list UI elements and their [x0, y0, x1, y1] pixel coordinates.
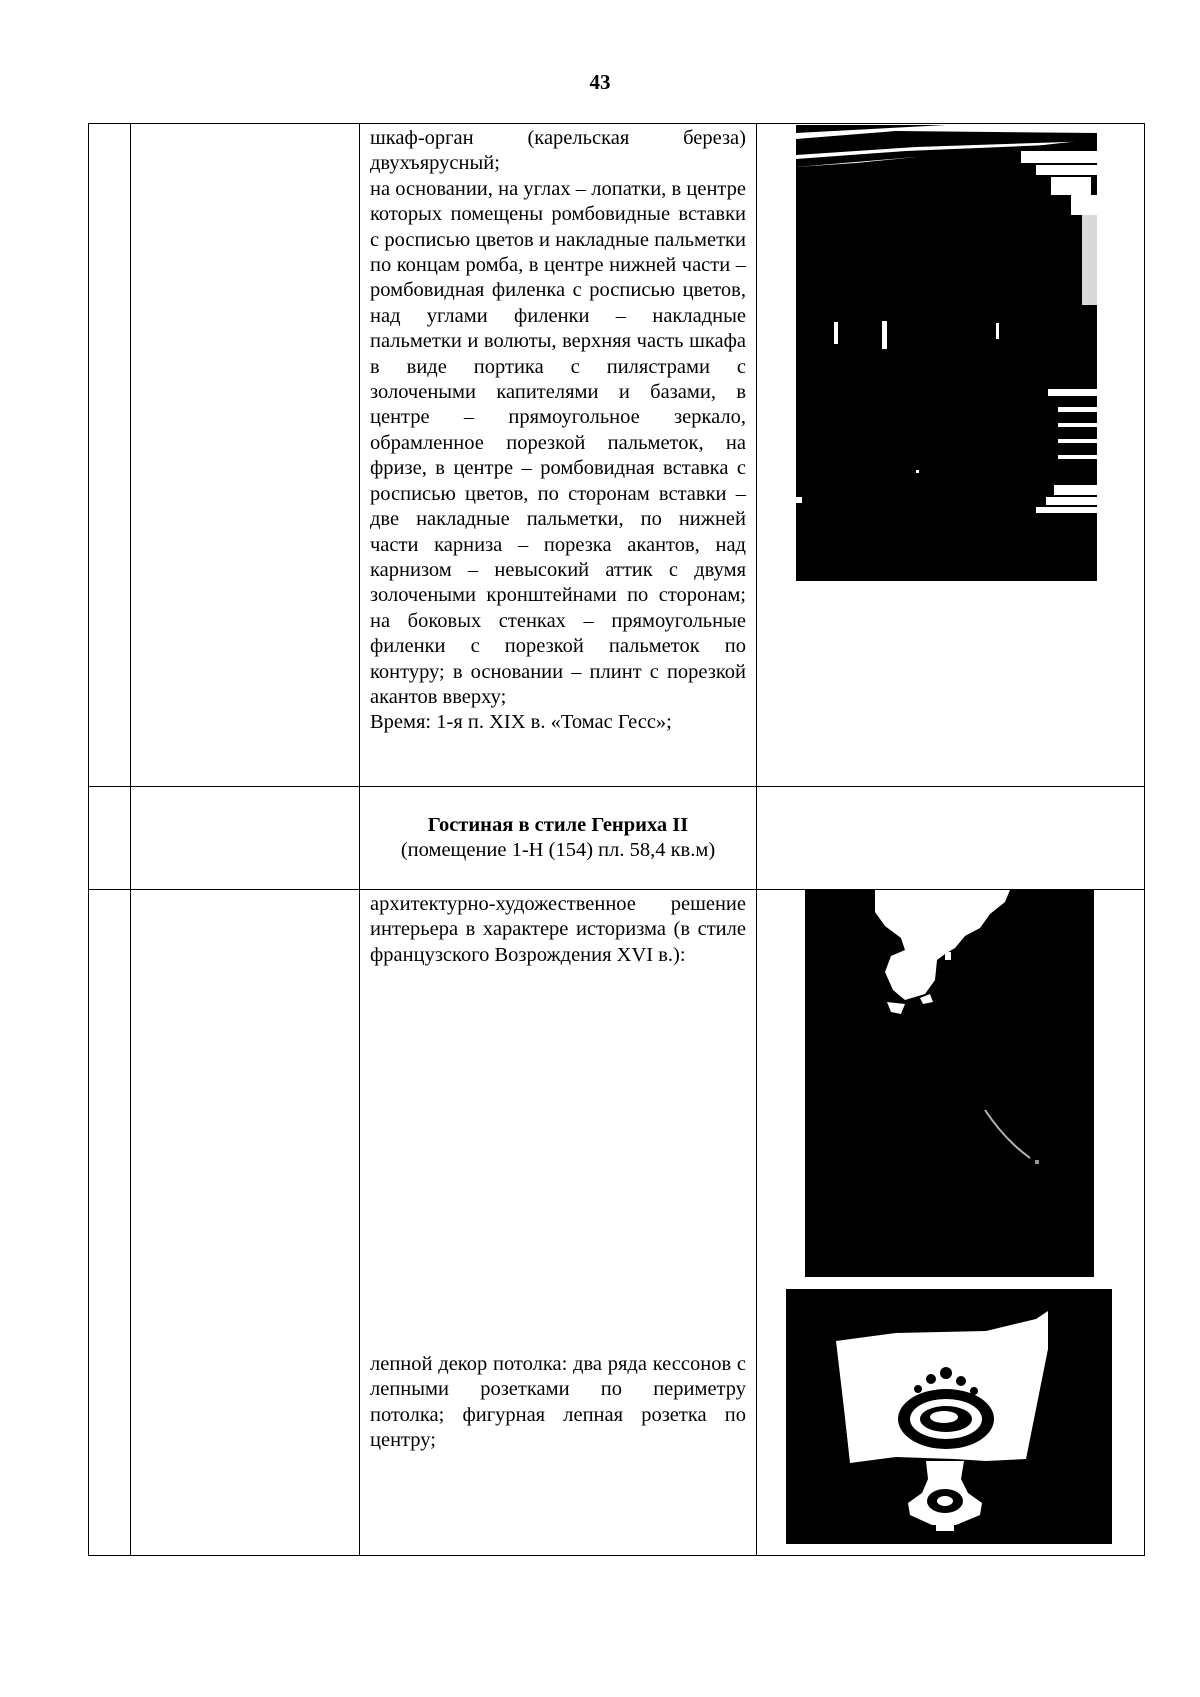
- number-cell: [89, 890, 131, 1556]
- section-title: Гостиная в стиле Генриха II: [427, 813, 689, 836]
- monument-subject-table: [88, 123, 1145, 1556]
- photo-cell: [757, 890, 1145, 1556]
- photo-cell: [757, 787, 1145, 890]
- description-paragraph: на основании, на углах – лопатки, в центре которых помещены ромбовидные вставки с росписью цветов и накладные пальметки по концам ромба, в центре нижней части – ромбовидная филенка с росписью цветов, над углами филенки – накладные пальметки и волюты, верхняя часть шкафа в виде портика с пилястрами с золочеными капителями и базами, в центре – прямоугольное зеркало, обрамленное порезкой пальметок, на фризе, в центре – ромбовидная вставка с росписью цветов, по сторонам вставки – две накладные пальметки, по нижней части карниза – порезка акантов, над карнизом – невысокий аттик с двумя золочеными кронштейнами по сторонам; на боковых стенках – прямоугольные филенки с порезкой пальметок по контуру; в основании – плинт с порезкой акантов вверху;: [370, 177, 746, 708]
- description-paragraph: Время: 1-я п. XIX в. «Томас Гесс»;: [370, 711, 672, 734]
- number-cell: [89, 787, 131, 890]
- page-number: 43: [589, 70, 611, 94]
- cabinet-photo: [796, 125, 1097, 581]
- description-paragraph: лепной декор потолка: два ряда кессонов с лепными розетками по периметру потолка; фигурная лепная розетка по центру;: [370, 1353, 746, 1452]
- interior-photo: [805, 890, 1094, 1277]
- description-cell: [360, 124, 757, 787]
- description-paragraph: архитектурно-художественное решение интерьера в характере историзма (в стиле французского Возрождения XVI в.):: [370, 893, 746, 966]
- table-row: [89, 787, 1145, 890]
- description-paragraph: шкаф-орган (карельская береза) двухъярусный;: [370, 127, 746, 175]
- subject-cell: [131, 890, 360, 1556]
- ceiling-rosette-photo: [786, 1289, 1112, 1544]
- section-heading-cell: [360, 787, 757, 890]
- photo-cell: [757, 124, 1145, 787]
- subject-cell: [131, 787, 360, 890]
- number-cell: [89, 124, 131, 787]
- table-row: [89, 890, 1145, 1556]
- description-cell: [360, 890, 757, 1556]
- table-row: [89, 124, 1145, 787]
- section-subtitle: (помещение 1-Н (154) пл. 58,4 кв.м): [400, 839, 716, 861]
- subject-cell: [131, 124, 360, 787]
